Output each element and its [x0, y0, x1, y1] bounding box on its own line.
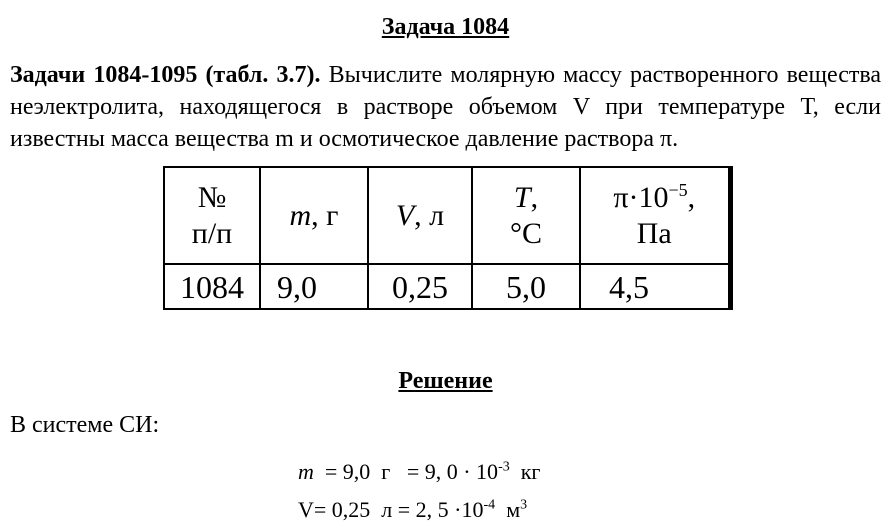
header-number-symbol: № — [197, 180, 227, 214]
table-row — [164, 264, 730, 309]
formula-volume-unit-exponent: 3 — [520, 497, 528, 513]
cell-volume: 0,25 — [368, 264, 472, 309]
header-volume-unit: , л — [414, 198, 445, 232]
header-mass — [260, 167, 368, 264]
cell-pressure: 4,5 — [580, 264, 730, 309]
formula-mass-exponent: -3 — [498, 459, 510, 475]
cell-number: 1084 — [164, 264, 260, 309]
formula-mass-unit: кг — [509, 459, 541, 484]
page-title: Задача 1084 — [381, 14, 510, 40]
problem-statement — [10, 59, 881, 155]
cell-mass: 9,0 — [260, 264, 368, 309]
formula-mass-symbol: m — [298, 459, 314, 484]
header-volume — [368, 167, 472, 264]
header-pressure-prefix: π·10 — [613, 180, 669, 214]
formula-volume — [298, 497, 527, 523]
header-pressure-comma: , — [687, 180, 696, 214]
formula-mass — [298, 459, 540, 485]
header-volume-symbol: V — [395, 198, 415, 232]
header-temperature-symbol: T — [513, 180, 531, 214]
problem-text: Вычислите молярную массу растворенного вещества неэлектролита, находящегося в растворе объемом V при температуре Т, если известны масса вещества m и осмотическое давление раствора π. — [10, 62, 881, 152]
formula-volume-body: V= 0,25 л = 2, 5 ·10 — [298, 497, 484, 522]
header-number-abbr: п/п — [191, 216, 233, 250]
data-table — [163, 166, 733, 310]
header-pressure — [580, 167, 730, 264]
formula-volume-exponent: -4 — [483, 497, 496, 513]
header-temperature-comma: , — [530, 180, 539, 214]
cell-temperature: 5,0 — [472, 264, 580, 309]
table-header-row — [164, 167, 730, 264]
si-label: В системе СИ: — [10, 412, 160, 438]
formula-volume-unit: м — [495, 497, 521, 522]
header-pressure-exponent: −5 — [668, 179, 688, 200]
problem-lead: Задачи 1084-1095 (табл. 3.7). — [10, 62, 321, 88]
header-mass-unit: , г — [311, 198, 339, 232]
solution-heading: Решение — [398, 368, 493, 394]
header-number — [164, 167, 260, 264]
header-pressure-unit: Па — [636, 216, 672, 250]
header-temperature — [472, 167, 580, 264]
formula-mass-body: = 9,0 г = 9, 0 · 10 — [313, 459, 499, 484]
header-mass-symbol: m — [289, 198, 312, 232]
header-temperature-unit: °C — [509, 216, 542, 250]
